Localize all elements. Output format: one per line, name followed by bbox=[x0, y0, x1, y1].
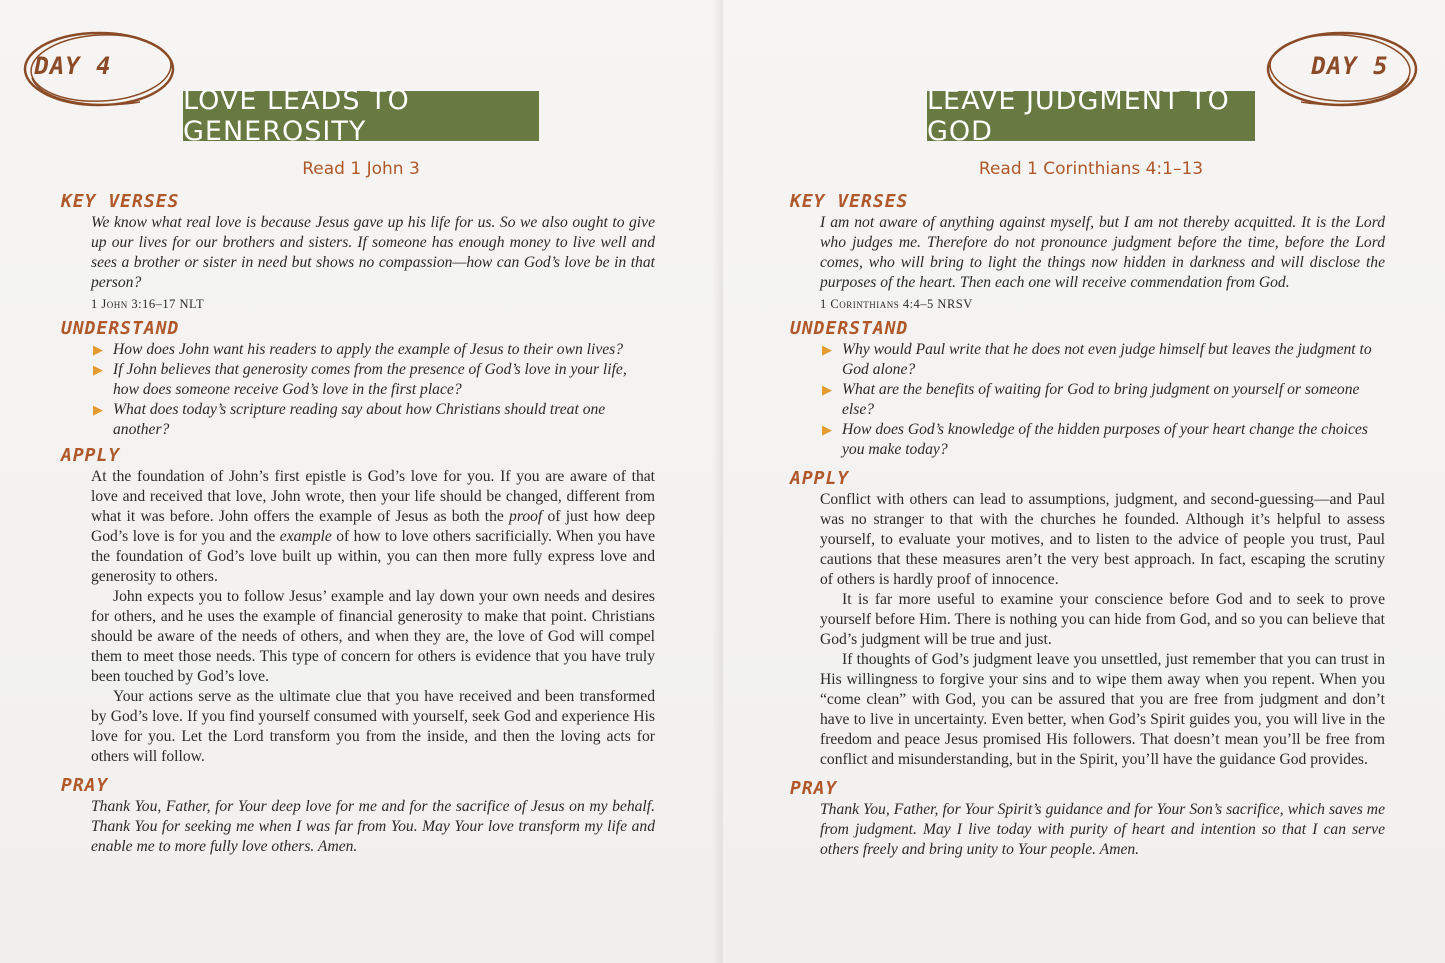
triangle-bullet-icon: ▶ bbox=[93, 402, 103, 417]
question-list bbox=[93, 340, 655, 440]
day-badge-right bbox=[1263, 28, 1421, 110]
triangle-bullet-icon: ▶ bbox=[822, 422, 832, 437]
pray-heading: PRAY bbox=[61, 775, 109, 796]
understand-heading: UNDERSTAND bbox=[61, 318, 180, 339]
triangle-bullet-icon: ▶ bbox=[93, 342, 103, 357]
content-left bbox=[61, 191, 656, 857]
apply-paragraph-3: Your actions serve as the ultimate clue that you have received and been transformed by God’s love. If you find yourself consumed with yourself, seek God and experience His love for you. Let the Lord transform you from the inside, and then the loving acts for others will follow. bbox=[91, 688, 655, 765]
day-number-right: DAY 5 bbox=[1311, 52, 1389, 80]
list-item: ▶ How does God’s knowledge of the hidden purposes of your heart change the choices you make today? bbox=[822, 421, 1368, 458]
triangle-bullet-icon: ▶ bbox=[93, 362, 103, 377]
apply-paragraph-1: At the foundation of John’s first epistle is God’s love for you. If you are aware of that love and received that love, John wrote, then your life should be changed, different from what it was before. John offers the example of Jesus as both the proof of just how deep God’s love is for you and the example of how to love others sacrificially. When you have the foundation of God’s love built up within, you can then more fully express love and generosity to others. bbox=[91, 468, 656, 585]
triangle-bullet-icon: ▶ bbox=[822, 382, 832, 397]
day-number-left: DAY 4 bbox=[34, 52, 112, 80]
understand-heading: UNDERSTAND bbox=[790, 318, 909, 339]
key-verses-heading: KEY VERSES bbox=[790, 191, 909, 212]
left-page bbox=[0, 0, 722, 963]
reading-ref-right: Read 1 Corinthians 4:1–13 bbox=[978, 159, 1204, 179]
apply-paragraph-3: If thoughts of God’s judgment leave you unsettled, just remember that you can trust in His willingness to forgive your sins and to wipe them away when you repent. When you “come clean” with God, you can be assured that you are free from judgment and don’t have to live in uncertainty. Even better, when God’s Spirit guides you, you will live in the freedom and peace Jesus promised His followers. That doesn’t mean you’ll be free from conflict and misunderstanding, but in the Spirit, you’ll have the guidance God provides. bbox=[820, 651, 1385, 768]
day-badge-left bbox=[20, 28, 178, 110]
list-item: ▶ Why would Paul write that he does not even judge himself but leaves the judgment to God alone? bbox=[822, 341, 1372, 378]
key-verses-heading: KEY VERSES bbox=[61, 191, 180, 212]
key-verses-text: We know what real love is because Jesus gave up his life for us. So we also ought to give up our lives for our brothers and sisters. If someone has enough money to live well and sees a brother or sister in need but shows no compassion—how can God’s love be in that person? bbox=[91, 214, 655, 291]
apply-heading: APPLY bbox=[790, 468, 850, 489]
reading-ref-left: Read 1 John 3 bbox=[302, 159, 420, 179]
pray-heading: PRAY bbox=[790, 778, 838, 799]
triangle-bullet-icon: ▶ bbox=[822, 342, 832, 357]
content-right bbox=[790, 191, 1385, 860]
question-list bbox=[822, 340, 1385, 460]
right-page bbox=[723, 0, 1445, 963]
list-item: ▶ If John believes that generosity comes from the presence of God’s love in your life, how does someone receive God’s love in the first place? bbox=[93, 361, 627, 398]
page-title-right: LEAVE JUDGMENT TO GOD bbox=[927, 91, 1255, 141]
list-item: ▶ What are the benefits of waiting for God to bring judgment on yourself or someone else? bbox=[822, 381, 1360, 418]
page-title-left: LOVE LEADS TO GENEROSITY bbox=[183, 91, 539, 141]
apply-paragraph-1: Conflict with others can lead to assumptions, judgment, and second-guessing—and Paul was no stranger to that with the churches he founded. Although it’s helpful to assess yourself, to evaluate your motives, and to listen to the advice of people you trust, Paul cautions that these measures aren’t the very best approach. In fact, escaping the scrutiny of others is hardly proof of innocence. bbox=[820, 491, 1385, 588]
key-verses-reference: 1 John 3:16–17 NLT bbox=[91, 297, 205, 311]
key-verses-reference: 1 Corinthians 4:4–5 NRSV bbox=[820, 297, 973, 311]
apply-paragraph-2: It is far more useful to examine your conscience before God and to seek to prove yourself before Him. There is nothing you can hide from God, and so you can believe that God’s judgment will be true and just. bbox=[820, 591, 1385, 648]
key-verses-text: I am not aware of anything against myself, but I am not thereby acquitted. It is the Lord who judges me. Therefore do not pronounce judgment before the time, before the Lord comes, who will bring to light the things now hidden in darkness and will disclose the purposes of the heart. Then each one will receive commendation from God. bbox=[820, 214, 1385, 291]
prayer-text: Thank You, Father, for Your deep love for me and for the sacrifice of Jesus on my behalf. Thank You for seeking me when I was far from You. May Your love transform my life and enable me to more fully love others. Amen. bbox=[91, 798, 655, 855]
list-item: ▶ How does John want his readers to apply the example of Jesus to their own lives? bbox=[93, 341, 624, 358]
apply-heading: APPLY bbox=[61, 445, 121, 466]
list-item: ▶ What does today’s scripture reading say about how Christians should treat one another? bbox=[93, 401, 606, 438]
apply-paragraph-2: John expects you to follow Jesus’ example and lay down your own needs and desires for others, and he uses the example of financial generosity to make that point. Christians should be aware of the needs of others, and when they are, the love of God will compel them to meet those needs. This type of concern for others is evidence that you have truly been touched by God’s love. bbox=[91, 588, 655, 685]
prayer-text: Thank You, Father, for Your Spirit’s guidance and for Your Son’s sacrifice, which saves me from judgment. May I live today with purity of heart and intention so that I can serve others freely and bring unity to Your people. Amen. bbox=[820, 801, 1385, 858]
